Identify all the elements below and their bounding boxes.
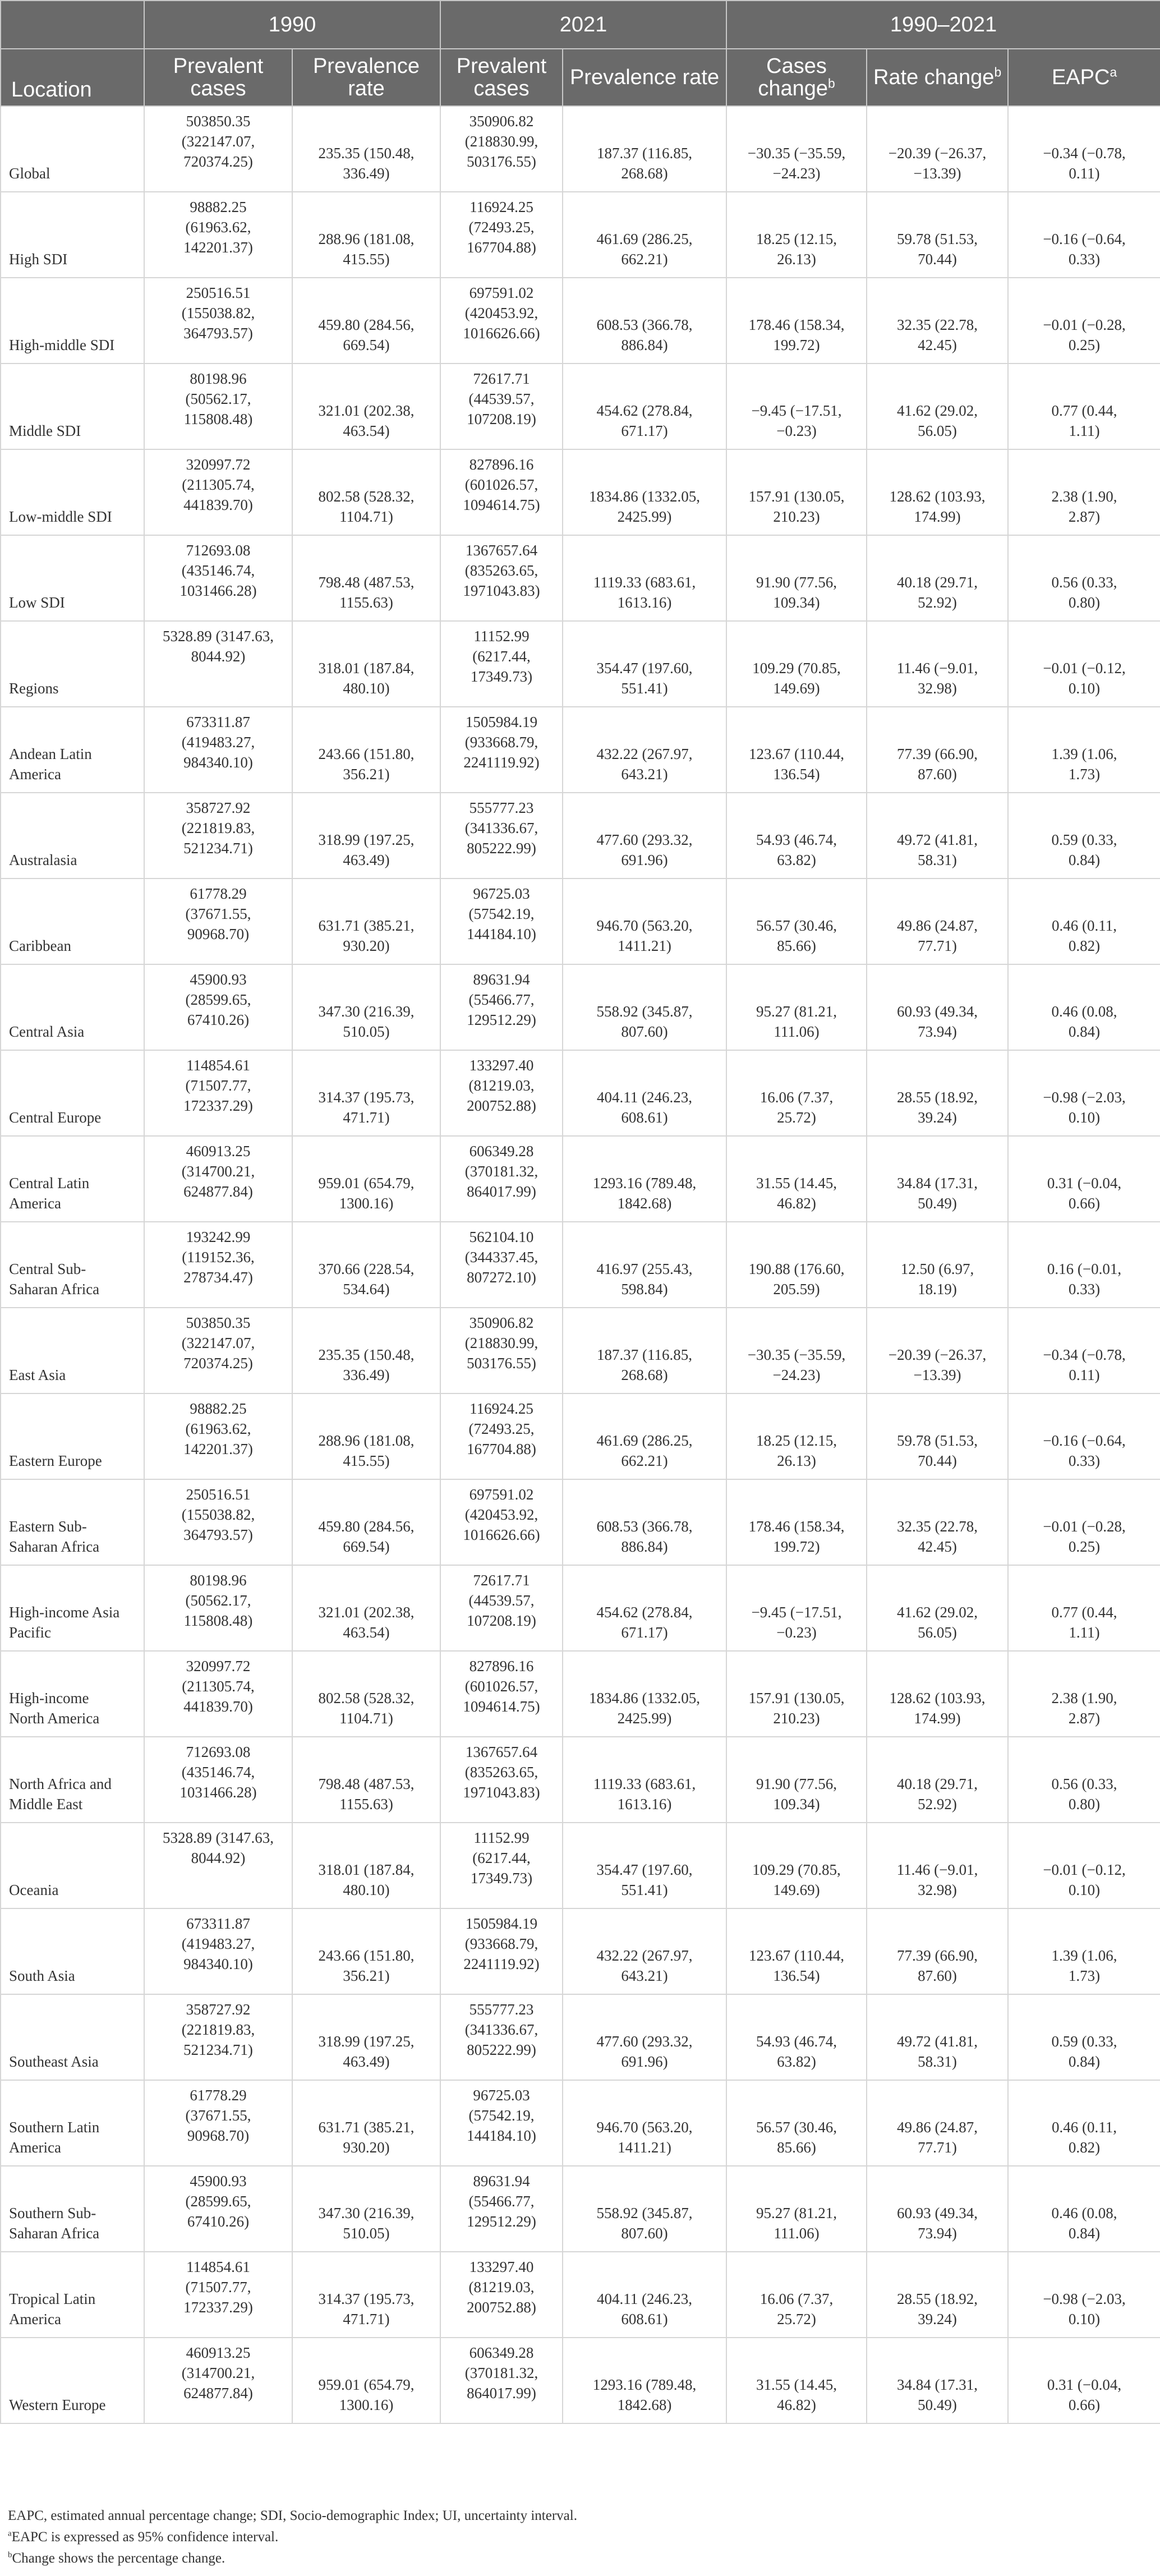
cell-prevalent-cases-2021: 697591.02 (420453.92, 1016626.66) bbox=[440, 1479, 563, 1565]
cell-prevalence-rate-1990: 243.66 (151.80, 356.21) bbox=[292, 1908, 440, 1994]
table-row bbox=[1, 278, 1160, 364]
cell-prevalence-rate-2021: 946.70 (563.20, 1411.21) bbox=[563, 878, 726, 964]
cell-prevalence-rate-2021: 404.11 (246.23, 608.61) bbox=[563, 2252, 726, 2338]
cell-prevalent-cases-2021: 89631.94 (55466.77, 129512.29) bbox=[440, 964, 563, 1050]
cell-eapc: 0.46 (0.11, 0.82) bbox=[1008, 878, 1160, 964]
cell-prevalence-rate-2021: 416.97 (255.43, 598.84) bbox=[563, 1222, 726, 1308]
cell-prevalent-cases-2021: 11152.99 (6217.44, 17349.73) bbox=[440, 1823, 563, 1908]
cell-prevalent-cases-1990: 98882.25 (61963.62, 142201.37) bbox=[144, 192, 292, 278]
cell-cases-change: 123.67 (110.44, 136.54) bbox=[726, 1908, 867, 1994]
cell-prevalence-rate-1990: 347.30 (216.39, 510.05) bbox=[292, 2166, 440, 2252]
cell-prevalent-cases-1990: 5328.89 (3147.63, 8044.92) bbox=[144, 621, 292, 707]
cell-rate-change: 40.18 (29.71, 52.92) bbox=[867, 535, 1008, 621]
cell-eapc: 2.38 (1.90, 2.87) bbox=[1008, 1651, 1160, 1737]
cell-eapc: −0.98 (−2.03, 0.10) bbox=[1008, 1050, 1160, 1136]
cell-rate-change: 128.62 (103.93, 174.99) bbox=[867, 449, 1008, 535]
cell-prevalence-rate-1990: 798.48 (487.53, 1155.63) bbox=[292, 1737, 440, 1823]
table-row bbox=[1, 364, 1160, 449]
table-row bbox=[1, 1393, 1160, 1479]
table-row bbox=[1, 1651, 1160, 1737]
cell-prevalent-cases-2021: 1505984.19 (933668.79, 2241119.92) bbox=[440, 1908, 563, 1994]
cell-eapc: 0.77 (0.44, 1.11) bbox=[1008, 364, 1160, 449]
cell-prevalent-cases-1990: 45900.93 (28599.65, 67410.26) bbox=[144, 964, 292, 1050]
cell-cases-change: 157.91 (130.05, 210.23) bbox=[726, 1651, 867, 1737]
cell-prevalence-rate-2021: 1119.33 (683.61, 1613.16) bbox=[563, 1737, 726, 1823]
cell-prevalence-rate-1990: 370.66 (228.54, 534.64) bbox=[292, 1222, 440, 1308]
header-group-2021: 2021 bbox=[440, 1, 726, 49]
cell-prevalent-cases-2021: 827896.16 (601026.57, 1094614.75) bbox=[440, 1651, 563, 1737]
cell-prevalent-cases-1990: 320997.72 (211305.74, 441839.70) bbox=[144, 449, 292, 535]
cell-prevalent-cases-2021: 555777.23 (341336.67, 805222.99) bbox=[440, 793, 563, 878]
cell-location: Caribbean bbox=[1, 878, 144, 964]
cell-prevalence-rate-2021: 558.92 (345.87, 807.60) bbox=[563, 964, 726, 1050]
cell-prevalent-cases-1990: 98882.25 (61963.62, 142201.37) bbox=[144, 1393, 292, 1479]
cell-eapc: 0.46 (0.11, 0.82) bbox=[1008, 2080, 1160, 2166]
cell-prevalent-cases-1990: 358727.92 (221819.83, 521234.71) bbox=[144, 793, 292, 878]
cell-cases-change: 56.57 (30.46, 85.66) bbox=[726, 878, 867, 964]
cell-prevalence-rate-2021: 1119.33 (683.61, 1613.16) bbox=[563, 535, 726, 621]
cell-prevalence-rate-1990: 959.01 (654.79, 1300.16) bbox=[292, 1136, 440, 1222]
cell-prevalent-cases-1990: 712693.08 (435146.74, 1031466.28) bbox=[144, 1737, 292, 1823]
cell-eapc: −0.34 (−0.78, 0.11) bbox=[1008, 106, 1160, 192]
cell-eapc: 1.39 (1.06, 1.73) bbox=[1008, 707, 1160, 793]
cell-prevalence-rate-2021: 1293.16 (789.48, 1842.68) bbox=[563, 2338, 726, 2423]
cell-prevalence-rate-2021: 1834.86 (1332.05, 2425.99) bbox=[563, 1651, 726, 1737]
cell-cases-change: 157.91 (130.05, 210.23) bbox=[726, 449, 867, 535]
cell-eapc: 0.59 (0.33, 0.84) bbox=[1008, 793, 1160, 878]
cell-eapc: 1.39 (1.06, 1.73) bbox=[1008, 1908, 1160, 1994]
cell-cases-change: 31.55 (14.45, 46.82) bbox=[726, 1136, 867, 1222]
footnotes bbox=[8, 2505, 577, 2569]
table-row bbox=[1, 707, 1160, 793]
cell-prevalence-rate-2021: 187.37 (116.85, 268.68) bbox=[563, 106, 726, 192]
footnote-abbreviations: EAPC, estimated annual percentage change; SDI, Socio-demographic Index; UI, uncertainty interval. bbox=[8, 2508, 577, 2523]
cell-rate-change: 60.93 (49.34, 73.94) bbox=[867, 2166, 1008, 2252]
cell-prevalent-cases-1990: 503850.35 (322147.07, 720374.25) bbox=[144, 1308, 292, 1393]
cell-prevalent-cases-2021: 827896.16 (601026.57, 1094614.75) bbox=[440, 449, 563, 535]
footnote-b-text: Change shows the percentage change. bbox=[12, 2551, 225, 2566]
cell-cases-change: 18.25 (12.15, 26.13) bbox=[726, 1393, 867, 1479]
cell-prevalent-cases-2021: 1367657.64 (835263.65, 1971043.83) bbox=[440, 1737, 563, 1823]
header-prevalence-rate-1990: Prevalence rate bbox=[292, 49, 440, 106]
cell-prevalent-cases-1990: 250516.51 (155038.82, 364793.57) bbox=[144, 1479, 292, 1565]
cell-cases-change: 95.27 (81.21, 111.06) bbox=[726, 2166, 867, 2252]
table-row bbox=[1, 1994, 1160, 2080]
cell-prevalent-cases-2021: 350906.82 (218830.99, 503176.55) bbox=[440, 1308, 563, 1393]
table-row bbox=[1, 2080, 1160, 2166]
cell-cases-change: 109.29 (70.85, 149.69) bbox=[726, 621, 867, 707]
cell-rate-change: −20.39 (−26.37, −13.39) bbox=[867, 1308, 1008, 1393]
cell-cases-change: 190.88 (176.60, 205.59) bbox=[726, 1222, 867, 1308]
cell-prevalence-rate-1990: 459.80 (284.56, 669.54) bbox=[292, 278, 440, 364]
cell-eapc: −0.01 (−0.28, 0.25) bbox=[1008, 278, 1160, 364]
cell-eapc: 0.77 (0.44, 1.11) bbox=[1008, 1565, 1160, 1651]
cell-prevalent-cases-1990: 673311.87 (419483.27, 984340.10) bbox=[144, 1908, 292, 1994]
table-row bbox=[1, 1479, 1160, 1565]
cell-cases-change: 16.06 (7.37, 25.72) bbox=[726, 2252, 867, 2338]
cell-prevalent-cases-1990: 503850.35 (322147.07, 720374.25) bbox=[144, 106, 292, 192]
cell-location: Low-middle SDI bbox=[1, 449, 144, 535]
cell-rate-change: 28.55 (18.92, 39.24) bbox=[867, 2252, 1008, 2338]
cell-rate-change: 77.39 (66.90, 87.60) bbox=[867, 1908, 1008, 1994]
cell-eapc: −0.01 (−0.12, 0.10) bbox=[1008, 621, 1160, 707]
cell-location: Eastern Europe bbox=[1, 1393, 144, 1479]
cell-eapc: −0.34 (−0.78, 0.11) bbox=[1008, 1308, 1160, 1393]
cell-prevalent-cases-1990: 358727.92 (221819.83, 521234.71) bbox=[144, 1994, 292, 2080]
cell-location: East Asia bbox=[1, 1308, 144, 1393]
cell-rate-change: 41.62 (29.02, 56.05) bbox=[867, 364, 1008, 449]
cell-cases-change: 91.90 (77.56, 109.34) bbox=[726, 535, 867, 621]
header-rate-change-sup: b bbox=[994, 65, 1002, 80]
cell-rate-change: 59.78 (51.53, 70.44) bbox=[867, 1393, 1008, 1479]
cell-prevalence-rate-1990: 459.80 (284.56, 669.54) bbox=[292, 1479, 440, 1565]
header-cases-change-label: Cases change bbox=[758, 54, 828, 100]
cell-cases-change: 123.67 (110.44, 136.54) bbox=[726, 707, 867, 793]
cell-location: High SDI bbox=[1, 192, 144, 278]
footnote-a bbox=[8, 2527, 577, 2548]
cell-cases-change: −9.45 (−17.51, −0.23) bbox=[726, 1565, 867, 1651]
cell-location: Australasia bbox=[1, 793, 144, 878]
table-row bbox=[1, 1050, 1160, 1136]
cell-rate-change: 49.72 (41.81, 58.31) bbox=[867, 793, 1008, 878]
cell-location: Central Latin America bbox=[1, 1136, 144, 1222]
cell-rate-change: 59.78 (51.53, 70.44) bbox=[867, 192, 1008, 278]
cell-cases-change: 18.25 (12.15, 26.13) bbox=[726, 192, 867, 278]
header-rate-change bbox=[867, 49, 1008, 106]
cell-rate-change: 28.55 (18.92, 39.24) bbox=[867, 1050, 1008, 1136]
header-location: Location bbox=[1, 49, 144, 106]
cell-prevalence-rate-1990: 802.58 (528.32, 1104.71) bbox=[292, 449, 440, 535]
header-prevalence-rate-2021: Prevalence rate bbox=[563, 49, 726, 106]
cell-location: Andean Latin America bbox=[1, 707, 144, 793]
cell-prevalence-rate-1990: 321.01 (202.38, 463.54) bbox=[292, 1565, 440, 1651]
cell-rate-change: 12.50 (6.97, 18.19) bbox=[867, 1222, 1008, 1308]
table-row bbox=[1, 964, 1160, 1050]
cell-prevalent-cases-1990: 250516.51 (155038.82, 364793.57) bbox=[144, 278, 292, 364]
cell-location: Central Europe bbox=[1, 1050, 144, 1136]
cell-prevalence-rate-2021: 454.62 (278.84, 671.17) bbox=[563, 1565, 726, 1651]
cell-cases-change: 109.29 (70.85, 149.69) bbox=[726, 1823, 867, 1908]
table-row bbox=[1, 1222, 1160, 1308]
cell-prevalence-rate-2021: 432.22 (267.97, 643.21) bbox=[563, 707, 726, 793]
table-row bbox=[1, 2338, 1160, 2423]
cell-location: Southeast Asia bbox=[1, 1994, 144, 2080]
cell-eapc: −0.01 (−0.12, 0.10) bbox=[1008, 1823, 1160, 1908]
header-blank bbox=[1, 1, 144, 49]
cell-location: Middle SDI bbox=[1, 364, 144, 449]
cell-prevalent-cases-2021: 606349.28 (370181.32, 864017.99) bbox=[440, 2338, 563, 2423]
table-row bbox=[1, 106, 1160, 192]
cell-prevalent-cases-2021: 72617.71 (44539.57, 107208.19) bbox=[440, 1565, 563, 1651]
cell-rate-change: 60.93 (49.34, 73.94) bbox=[867, 964, 1008, 1050]
cell-location: Tropical Latin America bbox=[1, 2252, 144, 2338]
cell-prevalence-rate-2021: 477.60 (293.32, 691.96) bbox=[563, 793, 726, 878]
table-row bbox=[1, 1737, 1160, 1823]
cell-cases-change: 178.46 (158.34, 199.72) bbox=[726, 278, 867, 364]
cell-cases-change: −30.35 (−35.59, −24.23) bbox=[726, 1308, 867, 1393]
cell-prevalence-rate-2021: 187.37 (116.85, 268.68) bbox=[563, 1308, 726, 1393]
cell-prevalence-rate-1990: 798.48 (487.53, 1155.63) bbox=[292, 535, 440, 621]
header-eapc bbox=[1008, 49, 1160, 106]
cell-location: Central Sub- Saharan Africa bbox=[1, 1222, 144, 1308]
cell-prevalent-cases-1990: 114854.61 (71507.77, 172337.29) bbox=[144, 1050, 292, 1136]
table-row bbox=[1, 192, 1160, 278]
cell-prevalence-rate-2021: 461.69 (286.25, 662.21) bbox=[563, 1393, 726, 1479]
table-row bbox=[1, 2166, 1160, 2252]
cell-prevalent-cases-2021: 96725.03 (57542.19, 144184.10) bbox=[440, 2080, 563, 2166]
table-row bbox=[1, 535, 1160, 621]
cell-prevalent-cases-2021: 116924.25 (72493.25, 167704.88) bbox=[440, 192, 563, 278]
cell-prevalent-cases-2021: 606349.28 (370181.32, 864017.99) bbox=[440, 1136, 563, 1222]
cell-prevalence-rate-1990: 631.71 (385.21, 930.20) bbox=[292, 878, 440, 964]
header-eapc-label: EAPC bbox=[1051, 66, 1110, 89]
cell-rate-change: 34.84 (17.31, 50.49) bbox=[867, 2338, 1008, 2423]
cell-rate-change: −20.39 (−26.37, −13.39) bbox=[867, 106, 1008, 192]
header-prevalent-cases-1990: Prevalent cases bbox=[144, 49, 292, 106]
cell-cases-change: −30.35 (−35.59, −24.23) bbox=[726, 106, 867, 192]
cell-prevalent-cases-2021: 555777.23 (341336.67, 805222.99) bbox=[440, 1994, 563, 2080]
table-row bbox=[1, 2252, 1160, 2338]
cell-location: Southern Sub- Saharan Africa bbox=[1, 2166, 144, 2252]
header-group-change: 1990–2021 bbox=[726, 1, 1160, 49]
cell-rate-change: 49.86 (24.87, 77.71) bbox=[867, 878, 1008, 964]
cell-eapc: 0.59 (0.33, 0.84) bbox=[1008, 1994, 1160, 2080]
cell-prevalent-cases-2021: 72617.71 (44539.57, 107208.19) bbox=[440, 364, 563, 449]
cell-prevalence-rate-2021: 454.62 (278.84, 671.17) bbox=[563, 364, 726, 449]
cell-prevalent-cases-1990: 80198.96 (50562.17, 115808.48) bbox=[144, 1565, 292, 1651]
table-row bbox=[1, 1308, 1160, 1393]
cell-cases-change: 16.06 (7.37, 25.72) bbox=[726, 1050, 867, 1136]
cell-prevalent-cases-2021: 562104.10 (344337.45, 807272.10) bbox=[440, 1222, 563, 1308]
cell-prevalence-rate-1990: 802.58 (528.32, 1104.71) bbox=[292, 1651, 440, 1737]
cell-eapc: 0.56 (0.33, 0.80) bbox=[1008, 535, 1160, 621]
header-rate-change-label: Rate change bbox=[873, 66, 995, 89]
cell-cases-change: 31.55 (14.45, 46.82) bbox=[726, 2338, 867, 2423]
cell-prevalence-rate-2021: 404.11 (246.23, 608.61) bbox=[563, 1050, 726, 1136]
cell-location: Low SDI bbox=[1, 535, 144, 621]
cell-prevalent-cases-2021: 1367657.64 (835263.65, 1971043.83) bbox=[440, 535, 563, 621]
cell-cases-change: 54.93 (46.74, 63.82) bbox=[726, 793, 867, 878]
cell-eapc: 0.16 (−0.01, 0.33) bbox=[1008, 1222, 1160, 1308]
cell-prevalence-rate-2021: 608.53 (366.78, 886.84) bbox=[563, 1479, 726, 1565]
cell-eapc: 0.56 (0.33, 0.80) bbox=[1008, 1737, 1160, 1823]
cell-prevalence-rate-1990: 631.71 (385.21, 930.20) bbox=[292, 2080, 440, 2166]
footnote-b-mark: b bbox=[8, 2550, 12, 2560]
cell-prevalent-cases-1990: 460913.25 (314700.21, 624877.84) bbox=[144, 1136, 292, 1222]
cell-prevalence-rate-1990: 959.01 (654.79, 1300.16) bbox=[292, 2338, 440, 2423]
cell-cases-change: 91.90 (77.56, 109.34) bbox=[726, 1737, 867, 1823]
cell-prevalence-rate-2021: 558.92 (345.87, 807.60) bbox=[563, 2166, 726, 2252]
cell-rate-change: 11.46 (−9.01, 32.98) bbox=[867, 621, 1008, 707]
cell-location: High-middle SDI bbox=[1, 278, 144, 364]
cell-location: Oceania bbox=[1, 1823, 144, 1908]
cell-location: High-income North America bbox=[1, 1651, 144, 1737]
table-row bbox=[1, 449, 1160, 535]
cell-prevalence-rate-1990: 243.66 (151.80, 356.21) bbox=[292, 707, 440, 793]
cell-prevalent-cases-1990: 61778.29 (37671.55, 90968.70) bbox=[144, 2080, 292, 2166]
cell-prevalent-cases-2021: 697591.02 (420453.92, 1016626.66) bbox=[440, 278, 563, 364]
cell-prevalence-rate-2021: 354.47 (197.60, 551.41) bbox=[563, 621, 726, 707]
cell-prevalent-cases-2021: 11152.99 (6217.44, 17349.73) bbox=[440, 621, 563, 707]
cell-prevalence-rate-2021: 608.53 (366.78, 886.84) bbox=[563, 278, 726, 364]
cell-prevalence-rate-1990: 288.96 (181.08, 415.55) bbox=[292, 192, 440, 278]
cell-prevalent-cases-1990: 61778.29 (37671.55, 90968.70) bbox=[144, 878, 292, 964]
table-row bbox=[1, 1908, 1160, 1994]
cell-eapc: −0.16 (−0.64, 0.33) bbox=[1008, 1393, 1160, 1479]
cell-cases-change: 178.46 (158.34, 199.72) bbox=[726, 1479, 867, 1565]
cell-rate-change: 77.39 (66.90, 87.60) bbox=[867, 707, 1008, 793]
cell-prevalence-rate-1990: 235.35 (150.48, 336.49) bbox=[292, 1308, 440, 1393]
cell-eapc: 0.31 (−0.04, 0.66) bbox=[1008, 1136, 1160, 1222]
cell-cases-change: −9.45 (−17.51, −0.23) bbox=[726, 364, 867, 449]
table-row bbox=[1, 793, 1160, 878]
table-row bbox=[1, 1136, 1160, 1222]
footnote-a-text: EAPC is expressed as 95% confidence interval. bbox=[11, 2529, 279, 2545]
cell-eapc: 0.46 (0.08, 0.84) bbox=[1008, 964, 1160, 1050]
cell-cases-change: 95.27 (81.21, 111.06) bbox=[726, 964, 867, 1050]
cell-prevalence-rate-2021: 477.60 (293.32, 691.96) bbox=[563, 1994, 726, 2080]
cell-prevalence-rate-1990: 318.99 (197.25, 463.49) bbox=[292, 1994, 440, 2080]
cell-location: Global bbox=[1, 106, 144, 192]
cell-prevalence-rate-1990: 318.01 (187.84, 480.10) bbox=[292, 1823, 440, 1908]
cell-prevalence-rate-1990: 347.30 (216.39, 510.05) bbox=[292, 964, 440, 1050]
cell-prevalence-rate-1990: 314.37 (195.73, 471.71) bbox=[292, 2252, 440, 2338]
cell-prevalence-rate-2021: 432.22 (267.97, 643.21) bbox=[563, 1908, 726, 1994]
cell-prevalent-cases-1990: 45900.93 (28599.65, 67410.26) bbox=[144, 2166, 292, 2252]
footnote-b bbox=[8, 2548, 577, 2569]
cell-rate-change: 49.86 (24.87, 77.71) bbox=[867, 2080, 1008, 2166]
cell-rate-change: 41.62 (29.02, 56.05) bbox=[867, 1565, 1008, 1651]
header-cases-change bbox=[726, 49, 867, 106]
table-row bbox=[1, 621, 1160, 707]
cell-eapc: −0.01 (−0.28, 0.25) bbox=[1008, 1479, 1160, 1565]
cell-cases-change: 54.93 (46.74, 63.82) bbox=[726, 1994, 867, 2080]
cell-rate-change: 40.18 (29.71, 52.92) bbox=[867, 1737, 1008, 1823]
cell-prevalence-rate-1990: 321.01 (202.38, 463.54) bbox=[292, 364, 440, 449]
cell-eapc: −0.16 (−0.64, 0.33) bbox=[1008, 192, 1160, 278]
cell-prevalent-cases-2021: 133297.40 (81219.03, 200752.88) bbox=[440, 2252, 563, 2338]
header-prevalent-cases-2021: Prevalent cases bbox=[440, 49, 563, 106]
cell-rate-change: 34.84 (17.31, 50.49) bbox=[867, 1136, 1008, 1222]
cell-location: Eastern Sub- Saharan Africa bbox=[1, 1479, 144, 1565]
footnote-a-mark: a bbox=[8, 2529, 12, 2538]
cell-location: North Africa and Middle East bbox=[1, 1737, 144, 1823]
cell-location: South Asia bbox=[1, 1908, 144, 1994]
cell-prevalent-cases-2021: 96725.03 (57542.19, 144184.10) bbox=[440, 878, 563, 964]
cell-prevalence-rate-1990: 235.35 (150.48, 336.49) bbox=[292, 106, 440, 192]
cell-prevalence-rate-2021: 1293.16 (789.48, 1842.68) bbox=[563, 1136, 726, 1222]
cell-prevalent-cases-1990: 460913.25 (314700.21, 624877.84) bbox=[144, 2338, 292, 2423]
cell-prevalent-cases-1990: 193242.99 (119152.36, 278734.47) bbox=[144, 1222, 292, 1308]
table-body bbox=[1, 106, 1160, 2423]
cell-prevalent-cases-1990: 320997.72 (211305.74, 441839.70) bbox=[144, 1651, 292, 1737]
cell-prevalent-cases-1990: 712693.08 (435146.74, 1031466.28) bbox=[144, 535, 292, 621]
table-row bbox=[1, 1823, 1160, 1908]
cell-prevalence-rate-1990: 318.01 (187.84, 480.10) bbox=[292, 621, 440, 707]
cell-rate-change: 128.62 (103.93, 174.99) bbox=[867, 1651, 1008, 1737]
header-group-1990: 1990 bbox=[144, 1, 440, 49]
header-eapc-sup: a bbox=[1110, 65, 1117, 80]
cell-rate-change: 49.72 (41.81, 58.31) bbox=[867, 1994, 1008, 2080]
cell-prevalent-cases-1990: 673311.87 (419483.27, 984340.10) bbox=[144, 707, 292, 793]
cell-prevalence-rate-1990: 314.37 (195.73, 471.71) bbox=[292, 1050, 440, 1136]
cell-cases-change: 56.57 (30.46, 85.66) bbox=[726, 2080, 867, 2166]
cell-location: Western Europe bbox=[1, 2338, 144, 2423]
table-row bbox=[1, 878, 1160, 964]
cell-rate-change: 11.46 (−9.01, 32.98) bbox=[867, 1823, 1008, 1908]
cell-location: High-income Asia Pacific bbox=[1, 1565, 144, 1651]
cell-prevalent-cases-2021: 116924.25 (72493.25, 167704.88) bbox=[440, 1393, 563, 1479]
cell-prevalence-rate-1990: 288.96 (181.08, 415.55) bbox=[292, 1393, 440, 1479]
cell-prevalence-rate-2021: 1834.86 (1332.05, 2425.99) bbox=[563, 449, 726, 535]
cell-prevalent-cases-2021: 350906.82 (218830.99, 503176.55) bbox=[440, 106, 563, 192]
cell-location: Central Asia bbox=[1, 964, 144, 1050]
cell-prevalent-cases-2021: 1505984.19 (933668.79, 2241119.92) bbox=[440, 707, 563, 793]
cell-rate-change: 32.35 (22.78, 42.45) bbox=[867, 1479, 1008, 1565]
cell-rate-change: 32.35 (22.78, 42.45) bbox=[867, 278, 1008, 364]
cell-prevalent-cases-2021: 133297.40 (81219.03, 200752.88) bbox=[440, 1050, 563, 1136]
cell-eapc: 0.31 (−0.04, 0.66) bbox=[1008, 2338, 1160, 2423]
cell-prevalent-cases-2021: 89631.94 (55466.77, 129512.29) bbox=[440, 2166, 563, 2252]
cell-prevalent-cases-1990: 5328.89 (3147.63, 8044.92) bbox=[144, 1823, 292, 1908]
cell-prevalent-cases-1990: 80198.96 (50562.17, 115808.48) bbox=[144, 364, 292, 449]
cell-prevalence-rate-2021: 461.69 (286.25, 662.21) bbox=[563, 192, 726, 278]
cell-eapc: −0.98 (−2.03, 0.10) bbox=[1008, 2252, 1160, 2338]
cell-eapc: 2.38 (1.90, 2.87) bbox=[1008, 449, 1160, 535]
cell-location: Regions bbox=[1, 621, 144, 707]
cell-prevalence-rate-2021: 946.70 (563.20, 1411.21) bbox=[563, 2080, 726, 2166]
cell-eapc: 0.46 (0.08, 0.84) bbox=[1008, 2166, 1160, 2252]
cell-prevalence-rate-2021: 354.47 (197.60, 551.41) bbox=[563, 1823, 726, 1908]
cell-location: Southern Latin America bbox=[1, 2080, 144, 2166]
cell-prevalence-rate-1990: 318.99 (197.25, 463.49) bbox=[292, 793, 440, 878]
cell-prevalent-cases-1990: 114854.61 (71507.77, 172337.29) bbox=[144, 2252, 292, 2338]
table-row bbox=[1, 1565, 1160, 1651]
header-cases-change-sup: b bbox=[828, 76, 835, 91]
